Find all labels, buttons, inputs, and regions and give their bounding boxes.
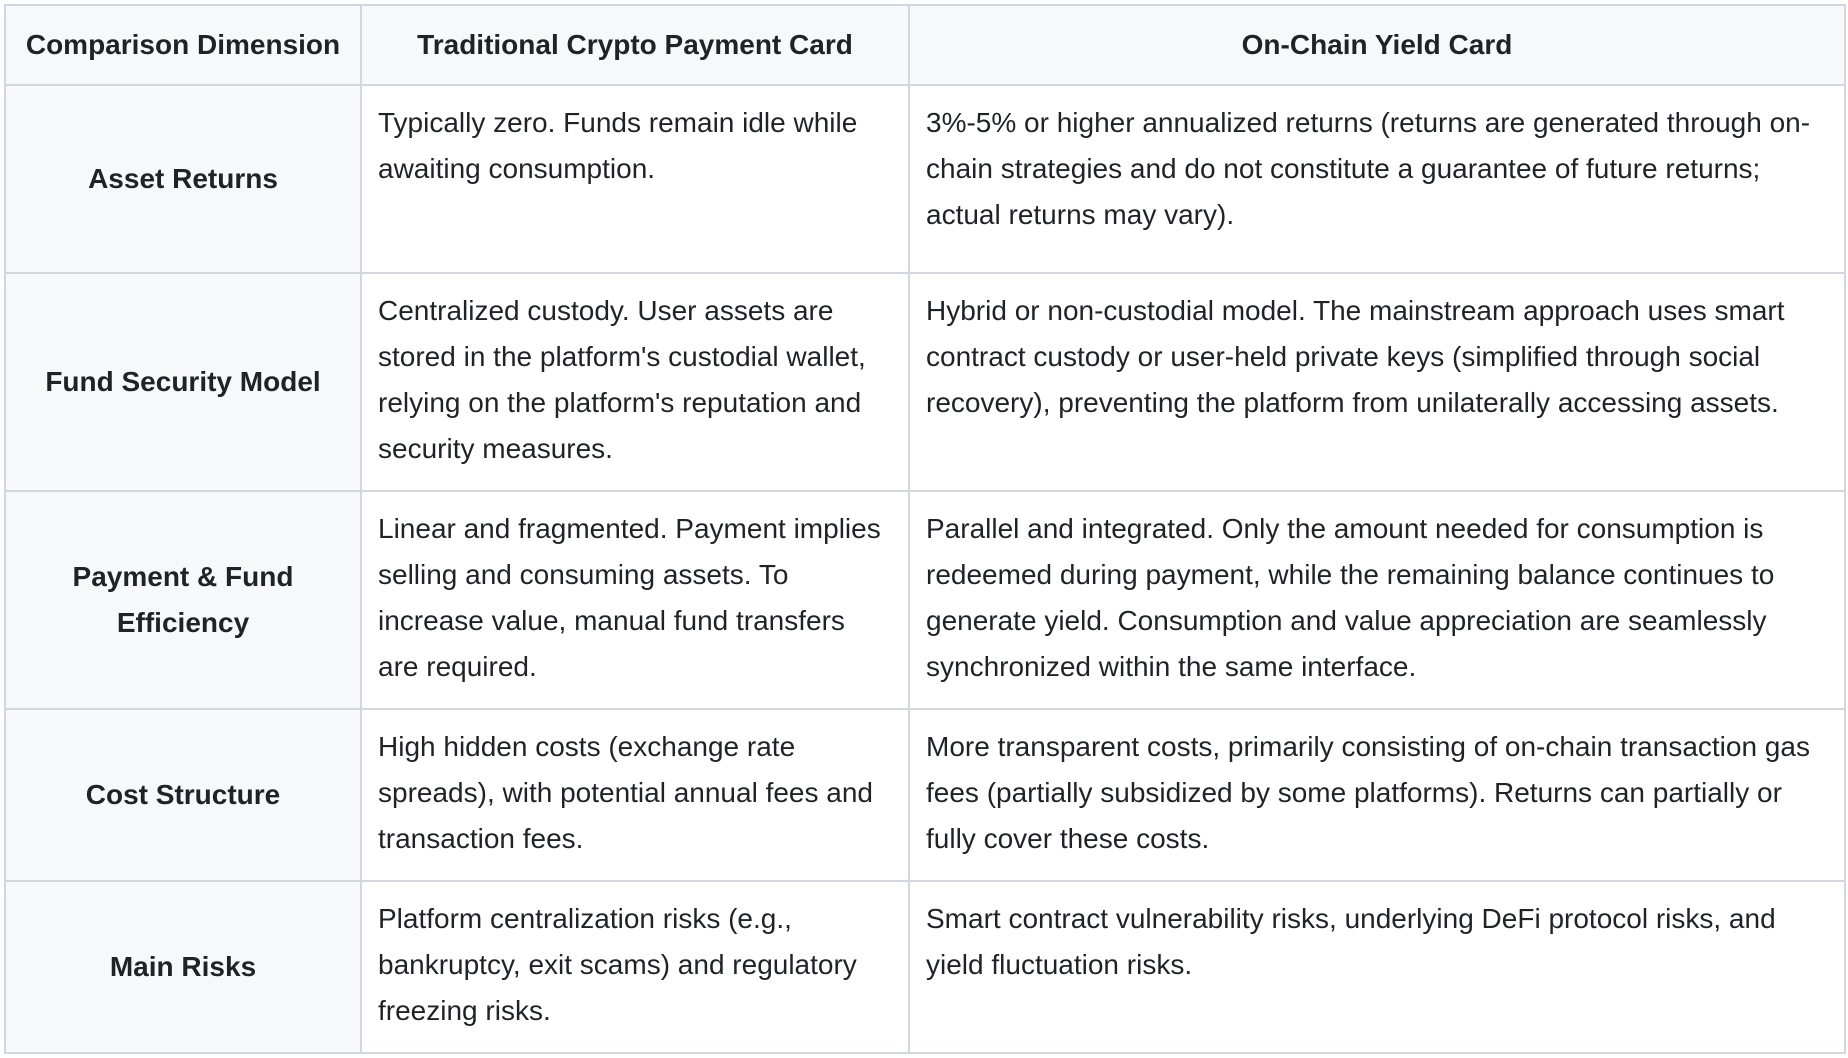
row-onchain-cell: Hybrid or non-custodial model. The mainstream approach uses smart contract custody or user-held private keys (simplified through social recovery), preventing the platform from unilaterally accessing assets. — [909, 273, 1845, 491]
row-traditional-cell: Typically zero. Funds remain idle while awaiting consumption. — [361, 85, 909, 273]
row-onchain-cell: Smart contract vulnerability risks, underlying DeFi protocol risks, and yield fluctuation risks. — [909, 881, 1845, 1053]
header-onchain-card: On-Chain Yield Card — [909, 5, 1845, 85]
row-onchain-cell: More transparent costs, primarily consisting of on-chain transaction gas fees (partially subsidized by some platforms). Returns can partially or fully cover these costs. — [909, 709, 1845, 881]
header-traditional-card: Traditional Crypto Payment Card — [361, 5, 909, 85]
row-dimension: Fund Security Model — [5, 273, 361, 491]
header-comparison-dimension: Comparison Dimension — [5, 5, 361, 85]
row-traditional-cell: High hidden costs (exchange rate spreads), with potential annual fees and transaction fees. — [361, 709, 909, 881]
table-header — [5, 5, 1845, 85]
row-traditional-cell: Platform centralization risks (e.g., bankruptcy, exit scams) and regulatory freezing risks. — [361, 881, 909, 1053]
table-row — [5, 881, 1845, 1053]
row-dimension: Asset Returns — [5, 85, 361, 273]
table-row — [5, 273, 1845, 491]
table-row — [5, 85, 1845, 273]
row-traditional-cell: Centralized custody. User assets are stored in the platform's custodial wallet, relying on the platform's reputation and security measures. — [361, 273, 909, 491]
row-onchain-cell: 3%-5% or higher annualized returns (returns are generated through on-chain strategies and do not constitute a guarantee of future returns; actual returns may vary). — [909, 85, 1845, 273]
row-traditional-cell: Linear and fragmented. Payment implies selling and consuming assets. To increase value, manual fund transfers are required. — [361, 491, 909, 709]
table-row — [5, 491, 1845, 709]
comparison-table-container — [4, 4, 1844, 1054]
row-dimension: Main Risks — [5, 881, 361, 1053]
row-dimension: Payment & Fund Efficiency — [5, 491, 361, 709]
comparison-table — [4, 4, 1846, 1054]
header-row — [5, 5, 1845, 85]
row-onchain-cell: Parallel and integrated. Only the amount needed for consumption is redeemed during payment, while the remaining balance continues to generate yield. Consumption and value appreciation are seamlessly synchronized within the same interface. — [909, 491, 1845, 709]
table-row — [5, 709, 1845, 881]
row-dimension: Cost Structure — [5, 709, 361, 881]
table-body — [5, 85, 1845, 1053]
